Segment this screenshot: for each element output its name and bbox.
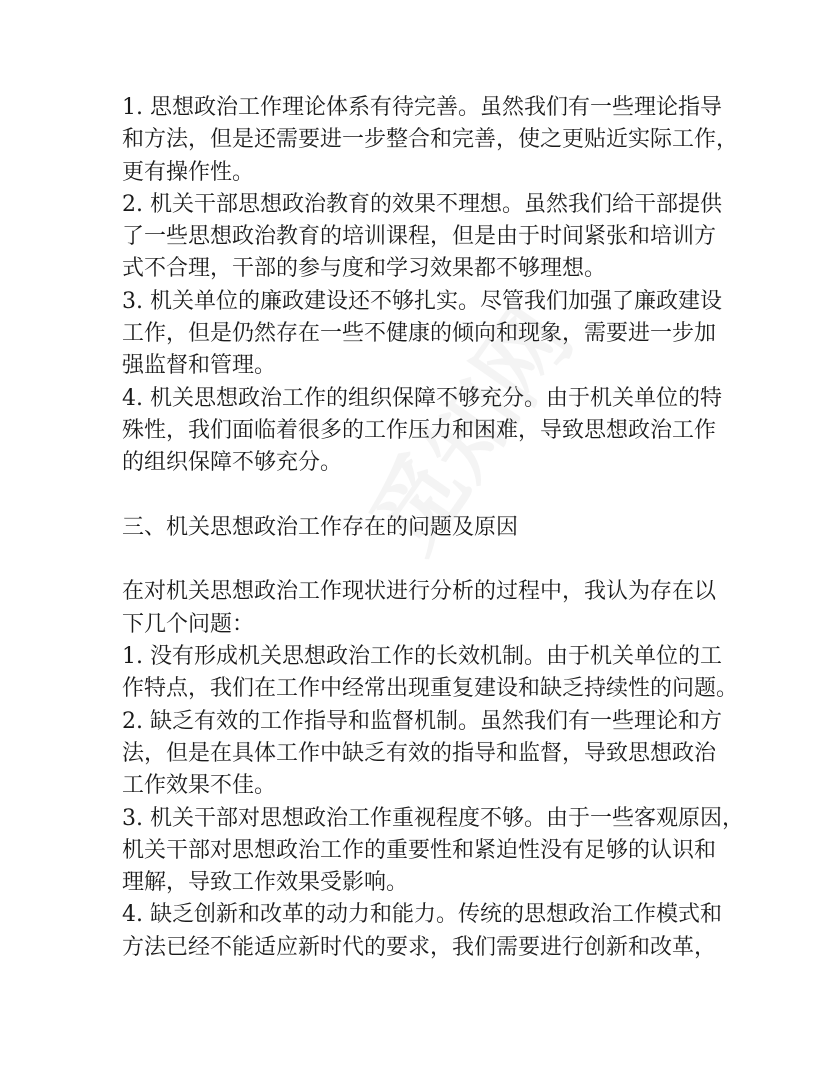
- list-item: [122, 383, 762, 480]
- text-line: 工作，但是仍然存在一些不健康的倾向和现象，需要进一步加: [122, 321, 717, 347]
- section-heading: 三、机关思想政治工作存在的问题及原因: [122, 514, 519, 540]
- text-line: 1. 没有形成机关思想政治工作的长效机制。由于机关单位的工: [122, 644, 722, 670]
- text-line: 2. 缺乏有效的工作指导和监督机制。虽然我们有一些理论和方: [122, 708, 722, 734]
- text-line: 下几个问题：: [122, 611, 255, 637]
- text-line: 1. 思想政治工作理论体系有待完善。虽然我们有一些理论指导: [122, 95, 722, 120]
- text-line: 的组织保障不够充分。: [122, 450, 343, 476]
- list-item: [122, 189, 762, 286]
- list-item: [122, 641, 762, 706]
- list-item: [122, 899, 762, 964]
- text-line: 工作效果不佳。: [122, 773, 277, 799]
- intro-paragraph: [122, 576, 762, 641]
- spacer: [122, 480, 762, 512]
- list-item: [122, 92, 762, 189]
- text-line: 机关干部对思想政治工作的重要性和紧迫性没有足够的认识和: [122, 837, 717, 863]
- text-line: 和方法，但是还需要进一步整合和完善，使之更贴近实际工作，: [122, 127, 739, 153]
- text-line: 了一些思想政治教育的培训课程，但是由于时间紧张和培训方: [122, 224, 717, 250]
- list-item: [122, 803, 762, 900]
- text-line: 4. 机关思想政治工作的组织保障不够充分。由于机关单位的特: [122, 385, 722, 411]
- text-line: 更有操作性。: [122, 159, 255, 185]
- list-item: [122, 706, 762, 803]
- list-item: [122, 286, 762, 383]
- text-line: 4. 缺乏创新和改革的动力和能力。传统的思想政治工作模式和: [122, 902, 722, 928]
- text-line: 理解，导致工作效果受影响。: [122, 870, 409, 896]
- text-line: 殊性，我们面临着很多的工作压力和困难，导致思想政治工作: [122, 417, 717, 443]
- text-line: 式不合理，干部的参与度和学习效果都不够理想。: [122, 256, 607, 282]
- text-line: 强监督和管理。: [122, 353, 277, 379]
- text-line: 法，但是在具体工作中缺乏有效的指导和监督，导致思想政治: [122, 740, 717, 766]
- text-line: 3. 机关单位的廉政建设还不够扎实。尽管我们加强了廉政建设: [122, 288, 722, 314]
- text-line: 在对机关思想政治工作现状进行分析的过程中，我认为存在以: [122, 579, 717, 605]
- text-line: 3. 机关干部对思想政治工作重视程度不够。由于一些客观原因，: [122, 805, 744, 831]
- text-line: 2. 机关干部思想政治教育的效果不理想。虽然我们给干部提供: [122, 191, 722, 217]
- document-body: [122, 92, 762, 964]
- text-line: 方法已经不能适应新时代的要求，我们需要进行创新和改革，: [122, 934, 717, 960]
- spacer: [122, 544, 762, 576]
- text-line: 作特点，我们在工作中经常出现重复建设和缺乏持续性的问题。: [122, 676, 739, 702]
